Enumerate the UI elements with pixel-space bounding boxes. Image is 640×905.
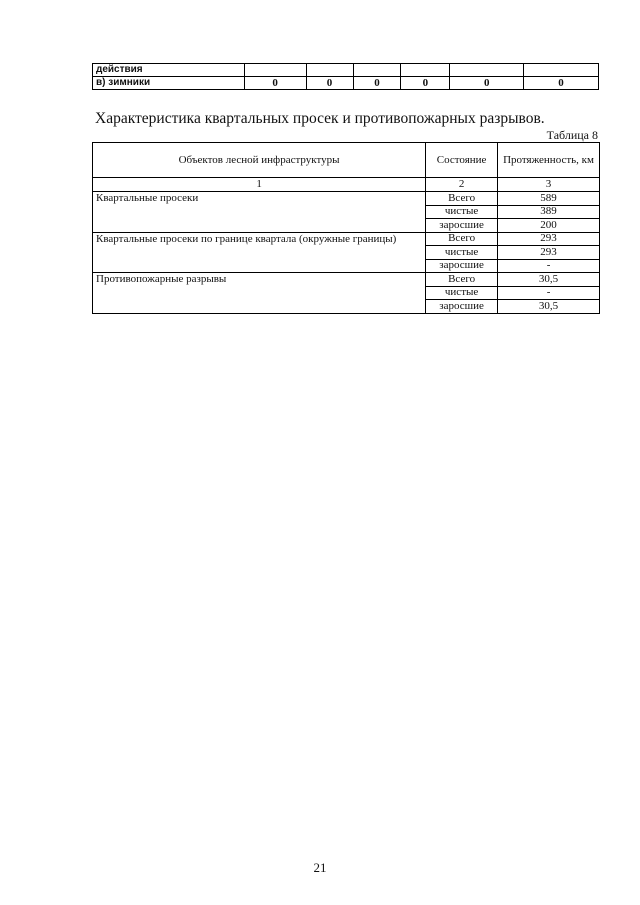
cell: [401, 64, 450, 77]
length-cell: 30,5: [498, 273, 600, 287]
cell: [450, 64, 524, 77]
length-cell: 200: [498, 219, 600, 233]
length-cell: 293: [498, 246, 600, 260]
state-cell: заросшие: [426, 219, 498, 233]
state-cell: Всего: [426, 232, 498, 246]
state-cell: Всего: [426, 273, 498, 287]
length-cell: 589: [498, 192, 600, 206]
table-label: Таблица 8: [546, 128, 598, 142]
index-cell: 3: [498, 178, 600, 192]
row-label: в) зимники: [93, 77, 245, 90]
length-cell: 30,5: [498, 300, 600, 314]
state-cell: заросшие: [426, 300, 498, 314]
header-row: [93, 143, 600, 178]
index-cell: 2: [426, 178, 498, 192]
state-cell: чистые: [426, 246, 498, 260]
index-row: [93, 178, 600, 192]
table-row: [93, 192, 600, 206]
table-row: [93, 64, 599, 77]
row-label: действия: [93, 64, 245, 77]
cell: [244, 64, 306, 77]
cell: [353, 64, 401, 77]
infrastructure-table: [92, 142, 600, 314]
cell: 0: [450, 77, 524, 90]
cell: [306, 64, 353, 77]
cell: 0: [401, 77, 450, 90]
object-cell: Квартальные просеки: [93, 192, 426, 233]
length-cell: 389: [498, 205, 600, 219]
length-cell: -: [498, 286, 600, 300]
table-row: [93, 77, 599, 90]
table-row: [93, 232, 600, 246]
state-cell: чистые: [426, 286, 498, 300]
state-cell: Всего: [426, 192, 498, 206]
cell: 0: [306, 77, 353, 90]
page-number: 21: [313, 860, 327, 875]
cell: 0: [244, 77, 306, 90]
state-cell: заросшие: [426, 259, 498, 273]
cell: 0: [353, 77, 401, 90]
index-cell: 1: [93, 178, 426, 192]
state-cell: чистые: [426, 205, 498, 219]
previous-table-fragment: [92, 63, 599, 90]
length-cell: 293: [498, 232, 600, 246]
cell: 0: [524, 77, 599, 90]
header-object: Объектов лесной инфраструктуры: [93, 143, 426, 178]
table-row: [93, 273, 600, 287]
object-cell: Квартальные просеки по границе квартала (окружные границы): [93, 232, 426, 273]
header-length: Протяженность, км: [498, 143, 600, 178]
length-cell: -: [498, 259, 600, 273]
header-state: Состояние: [426, 143, 498, 178]
section-title: Характеристика квартальных просек и противопожарных разрывов.: [95, 110, 545, 127]
cell: [524, 64, 599, 77]
object-cell: Противопожарные разрывы: [93, 273, 426, 314]
